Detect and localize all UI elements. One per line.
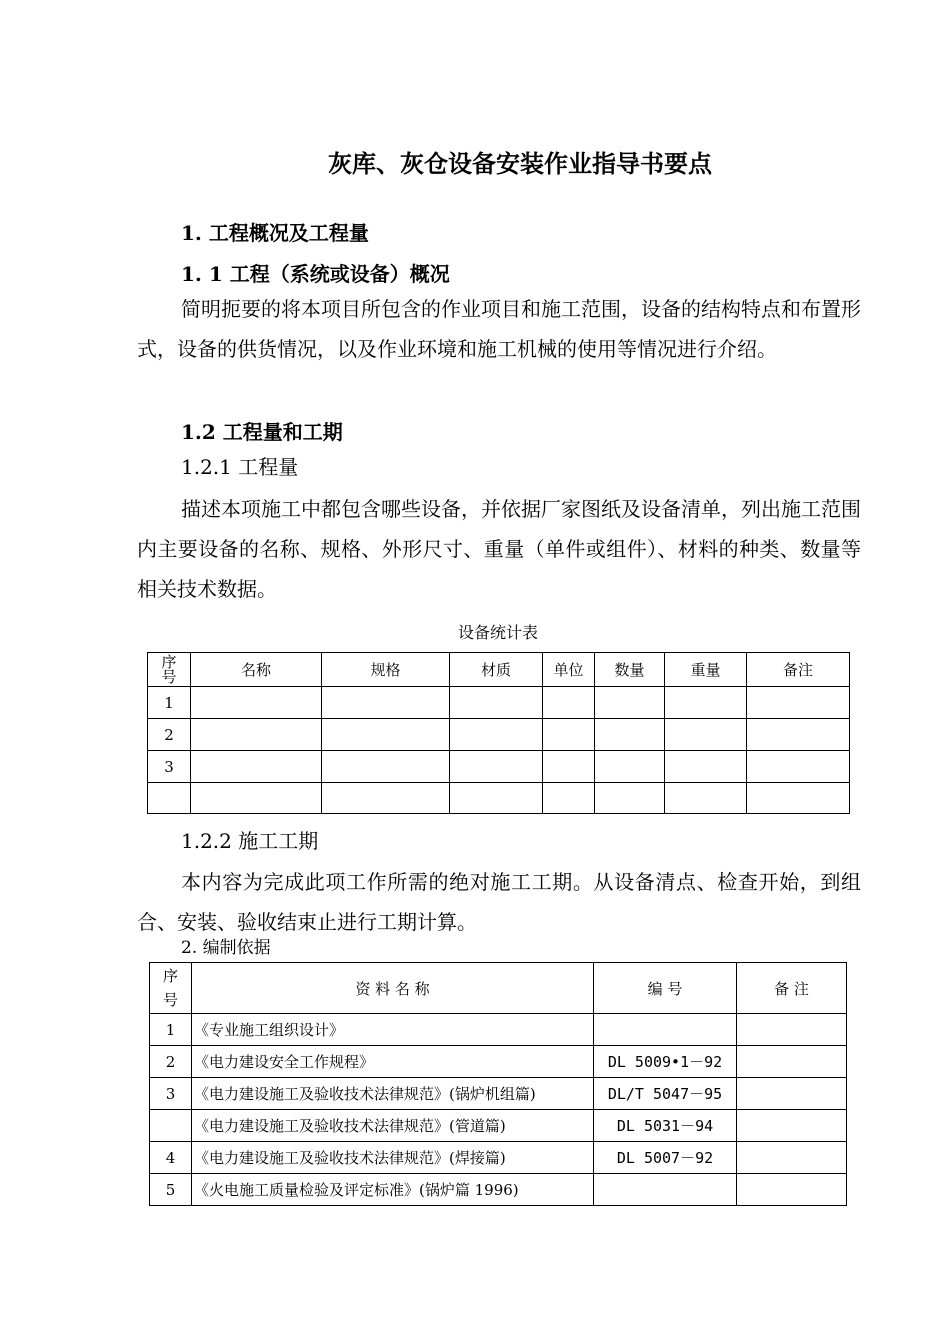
table2-header-cell: 序号 <box>150 963 192 1014</box>
table-cell <box>595 687 665 719</box>
table-cell <box>737 1078 847 1110</box>
table1-caption: 设备统计表 <box>457 623 538 642</box>
table-cell: 3 <box>150 1078 192 1110</box>
table-cell <box>322 783 450 814</box>
table-cell: 2 <box>148 719 191 751</box>
table-cell <box>450 751 543 783</box>
table-cell <box>543 687 595 719</box>
equipment-table <box>147 652 850 814</box>
table-cell <box>191 719 322 751</box>
table-cell <box>191 751 322 783</box>
section-heading-1-2-1: 1.2.1 工程量 <box>181 455 299 479</box>
section-heading-1: 1. 工程概况及工程量 <box>181 221 369 245</box>
table1-header-cell: 单位 <box>543 653 595 687</box>
table-cell <box>595 783 665 814</box>
table-cell <box>543 719 595 751</box>
table1-header-cell: 数量 <box>595 653 665 687</box>
table-cell <box>322 719 450 751</box>
table-cell: DL/T 5047－95 <box>594 1078 737 1110</box>
table2-header-cell: 编 号 <box>594 963 737 1014</box>
table-cell <box>665 719 747 751</box>
section-heading-1-2-2: 1.2.2 施工工期 <box>181 829 319 853</box>
table-cell <box>665 783 747 814</box>
table-cell: 《电力建设施工及验收技术法律规范》(焊接篇) <box>192 1142 594 1174</box>
table-cell <box>148 783 191 814</box>
table-cell <box>322 751 450 783</box>
table-row <box>148 687 850 719</box>
table-cell <box>747 719 850 751</box>
table2-header-cell: 备 注 <box>737 963 847 1014</box>
section-heading-1-2: 1.2 工程量和工期 <box>181 420 343 444</box>
table-row <box>150 1046 847 1078</box>
table1-header-cell: 备注 <box>747 653 850 687</box>
table-row <box>150 1174 847 1206</box>
table1-header-cell: 重量 <box>665 653 747 687</box>
table-cell <box>450 783 543 814</box>
section-heading-2: 2. 编制依据 <box>181 938 271 958</box>
table-cell: 《专业施工组织设计》 <box>192 1014 594 1046</box>
table-row <box>148 783 850 814</box>
table-cell: 《电力建设施工及验收技术法律规范》(锅炉机组篇) <box>192 1078 594 1110</box>
table-row <box>148 751 850 783</box>
table-cell <box>747 687 850 719</box>
table-cell <box>450 687 543 719</box>
table-cell <box>737 1142 847 1174</box>
table-cell: 3 <box>148 751 191 783</box>
table-cell: 《电力建设安全工作规程》 <box>192 1046 594 1078</box>
table-row <box>150 1078 847 1110</box>
table-cell: 5 <box>150 1174 192 1206</box>
table-cell <box>665 751 747 783</box>
table1-header-row <box>148 653 850 687</box>
section-heading-1-1: 1. 1 工程（系统或设备）概况 <box>181 262 450 286</box>
table-cell: 4 <box>150 1142 192 1174</box>
table-cell <box>747 751 850 783</box>
table-cell <box>747 783 850 814</box>
paragraph-schedule: 本内容为完成此项工作所需的绝对施工工期。从设备清点、检查开始，到组合、安装、验收结束止进行工期计算。 <box>137 870 861 934</box>
table-cell <box>595 751 665 783</box>
table-cell <box>543 783 595 814</box>
paragraph-overview: 简明扼要的将本项目所包含的作业项目和施工范围，设备的结构特点和布置形式，设备的供货情况，以及作业环境和施工机械的使用等情况进行介绍。 <box>137 297 861 361</box>
table-cell <box>322 687 450 719</box>
table2-header-cell: 资 料 名 称 <box>192 963 594 1014</box>
table-cell <box>191 687 322 719</box>
reference-table <box>149 962 847 1206</box>
page-title: 灰库、灰仓设备安装作业指导书要点 <box>328 149 712 178</box>
table1-header-cell: 名称 <box>191 653 322 687</box>
table-cell <box>737 1014 847 1046</box>
table-cell <box>450 719 543 751</box>
table-row <box>148 719 850 751</box>
table-cell: 《电力建设施工及验收技术法律规范》(管道篇) <box>192 1110 594 1142</box>
table-cell: 《火电施工质量检验及评定标准》(锅炉篇 1996) <box>192 1174 594 1206</box>
table-cell: DL 5007－92 <box>594 1142 737 1174</box>
table-cell <box>737 1174 847 1206</box>
table-cell <box>594 1014 737 1046</box>
table-cell: DL 5009•1－92 <box>594 1046 737 1078</box>
table-cell: 1 <box>148 687 191 719</box>
paragraph-quantity: 描述本项施工中都包含哪些设备，并依据厂家图纸及设备清单，列出施工范围内主要设备的名称、规格、外形尺寸、重量（单件或组件）、材料的种类、数量等相关技术数据。 <box>137 497 861 601</box>
table-cell <box>737 1110 847 1142</box>
table1-header-cell: 序号 <box>148 653 191 687</box>
table-row <box>150 1110 847 1142</box>
table-cell <box>594 1174 737 1206</box>
table-cell <box>595 719 665 751</box>
table-cell <box>737 1046 847 1078</box>
table-cell: 2 <box>150 1046 192 1078</box>
table-cell <box>665 687 747 719</box>
table1-header-cell: 规格 <box>322 653 450 687</box>
table-row <box>150 1014 847 1046</box>
table-cell: DL 5031－94 <box>594 1110 737 1142</box>
table-row <box>150 1142 847 1174</box>
table-cell <box>150 1110 192 1142</box>
table2-header-row <box>150 963 847 1014</box>
table-cell <box>191 783 322 814</box>
table1-header-cell: 材质 <box>450 653 543 687</box>
table-cell: 1 <box>150 1014 192 1046</box>
table-cell <box>543 751 595 783</box>
